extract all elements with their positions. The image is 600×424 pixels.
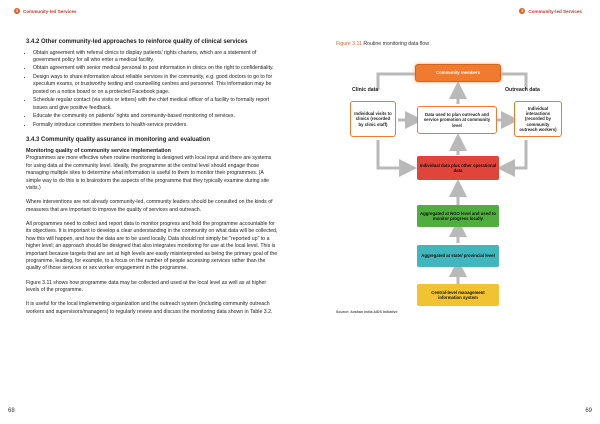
figure-number: Figure 3.11 <box>336 41 362 47</box>
ngo-level-box: Aggregated at NGO level and used to monitor progress locally <box>417 205 499 227</box>
clinic-data-label: Clinic data <box>352 87 379 93</box>
paragraph: Programmes are more effective when routine monitoring is designed with local input and there are systems for using data at the community level. Ideally, the programme at the central level should engage those managing multiple sites to determine what information is useful to them to monitor their programmes. (A simple way to do this is to brainstorm the aspects of the programme that they typically examine during site visits.) <box>26 155 272 191</box>
arrow-outreach-down <box>506 140 526 168</box>
figure-title: Routine monitoring data flow <box>363 41 430 47</box>
paragraph: Where interventions are not already community-led, community leaders should be consulted on the kinds of measures that are important to improve the quality of services and outreach. <box>26 199 273 213</box>
left-header-title: Community-led Services <box>23 8 77 14</box>
section-342-bullets <box>26 50 278 130</box>
bullet-item: • Schedule regular contact (via visits or letters) with the chief medical officer of a facility to formally report issues and give positive feedback. <box>33 97 278 112</box>
central-level-box: Central-level management information system <box>417 284 499 306</box>
state-level-box: Aggregated at state/ provincial level <box>417 245 499 267</box>
section-342-heading: 3.4.2 Other community-led approaches to reinforce quality of clinical services <box>26 39 248 45</box>
plan-outreach-box: Data used to plan outreach and service promotion at community level <box>417 106 497 134</box>
outreach-interactions-box: Individual interactions (recorded by community outreach workers) <box>514 101 562 137</box>
left-page-number: 68 <box>8 408 15 414</box>
outreach-data-label: Outreach data <box>505 87 540 93</box>
arrow-clinic-down <box>378 140 408 168</box>
operational-data-box: Individual data plus other operational data <box>417 156 499 180</box>
bullet-item: • Educate the community on patients' rights and community-based monitoring of services. <box>33 113 278 120</box>
section-343-heading: 3.4.3 Community quality assurance in monitoring and evaluation <box>26 137 211 144</box>
bullet-item: • Obtain agreement with senior medical personal to post information in clinics on the right to confidentiality. <box>33 65 278 72</box>
bullet-item: • Design ways to share information about reliable services in the community, e.g. good doctors to go to for speculum exams, or trustworthy testing and counselling centres and personnel. This information may be posted on a notice board or on a protected Facebook page. <box>33 74 278 96</box>
paragraph: All programmes need to collect and report data to monitor progress and hold the programme accountable for its objectives. It is important to develop a clear understanding in the community on what data will be collected, how this will happen, and how the data are to be used locally. Data should not simply be "reported up" to a higher level; an approach should be designed that also integrates monitoring for use at the local level. This is important because targets that are set at high levels are easily misinterpreted as being the primary goal of the programme, leading, for example, to a focus on the number of people accessing services rather than the quality of those services or sex worker engagement in the programme. <box>26 221 278 272</box>
paragraph: Figure 3.11 shows how programme data may be collected and used at the local level as well as at higher levels of the programme. <box>26 279 267 294</box>
right-page-number: 69 <box>585 408 592 414</box>
clinic-visits-box: Individual visits to clinics (recorded by clinic staff) <box>350 101 396 137</box>
bullet-item: • Formally introduce committee members to health-service providers. <box>33 122 278 129</box>
right-page <box>300 0 600 424</box>
figure-source: Source: Avahan India AIDS Initiative <box>336 310 398 314</box>
chapter-marker-icon: 3 <box>15 8 19 13</box>
right-header-title: Community-led Services <box>528 8 582 14</box>
community-members-box: Community members <box>415 64 501 82</box>
left-body <box>26 38 278 323</box>
chapter-marker-icon: 3 <box>521 8 524 13</box>
paragraph: It is useful for the local implementing organization and the outreach system (including community outreach workers and supervisors/managers) to regularly review and discuss the monitoring data shown in Table 3.2. <box>26 301 273 315</box>
section-343-subheading: Monitoring quality of community service implementation <box>26 147 171 154</box>
left-running-header <box>14 8 77 14</box>
bullet-item: • Obtain agreement with referral clinics to display patients' rights charters, which are a statement of government policy for all who enter a medical facility. <box>33 50 278 65</box>
